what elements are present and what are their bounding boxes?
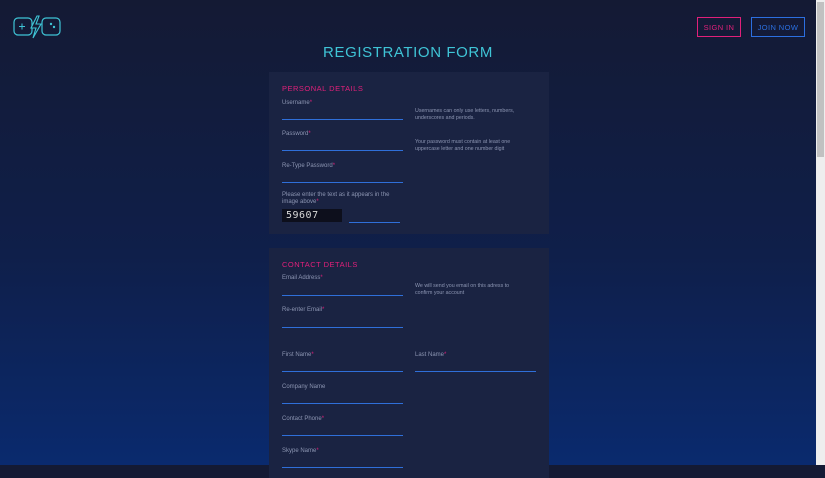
username-input[interactable]	[282, 110, 403, 120]
last-name-input[interactable]	[415, 362, 536, 372]
section-title-personal: PERSONAL DETAILS	[282, 84, 364, 93]
skype-name-input[interactable]	[282, 458, 403, 468]
retype-password-label: Re-Type Password*	[282, 163, 336, 169]
contact-phone-label: Contact Phone*	[282, 416, 325, 422]
section-title-contact: CONTACT DETAILS	[282, 260, 358, 269]
username-hint: Usernames can only use letters, numbers, underscores and periods.	[415, 108, 515, 121]
join-now-button[interactable]: JOIN NOW	[751, 17, 805, 37]
email-input[interactable]	[282, 286, 403, 296]
skype-name-label: Skype Name*	[282, 448, 319, 454]
password-label: Password*	[282, 131, 311, 137]
company-name-input[interactable]	[282, 394, 403, 404]
captcha-input[interactable]	[349, 213, 400, 223]
email-hint: We will send you email on this adress to confirm your account	[415, 283, 510, 296]
gamepad-lightning-icon[interactable]	[13, 15, 61, 39]
scrollbar-thumb[interactable]	[817, 2, 824, 157]
reenter-email-input[interactable]	[282, 318, 403, 328]
password-input[interactable]	[282, 141, 403, 151]
page-title: REGISTRATION FORM	[323, 44, 493, 61]
retype-password-input[interactable]	[282, 173, 403, 183]
last-name-label: Last Name*	[415, 352, 447, 358]
sign-in-button[interactable]: SIGN IN	[697, 17, 741, 37]
contact-details-card	[269, 248, 549, 478]
password-hint: Your password must contain at least one uppercase letter and one number digit	[415, 139, 511, 152]
reenter-email-label: Re-enter Email*	[282, 307, 325, 313]
captcha-image: 59607	[282, 209, 342, 222]
company-name-label: Company Name	[282, 384, 326, 390]
email-label: Email Address*	[282, 275, 323, 281]
username-label: Username*	[282, 100, 313, 106]
first-name-input[interactable]	[282, 362, 403, 372]
personal-details-card	[269, 72, 549, 234]
first-name-label: First Name*	[282, 352, 314, 358]
contact-phone-input[interactable]	[282, 426, 403, 436]
page-scrollbar[interactable]	[816, 0, 825, 465]
captcha-label: Please enter the text as it appears in the image above*	[282, 192, 390, 205]
